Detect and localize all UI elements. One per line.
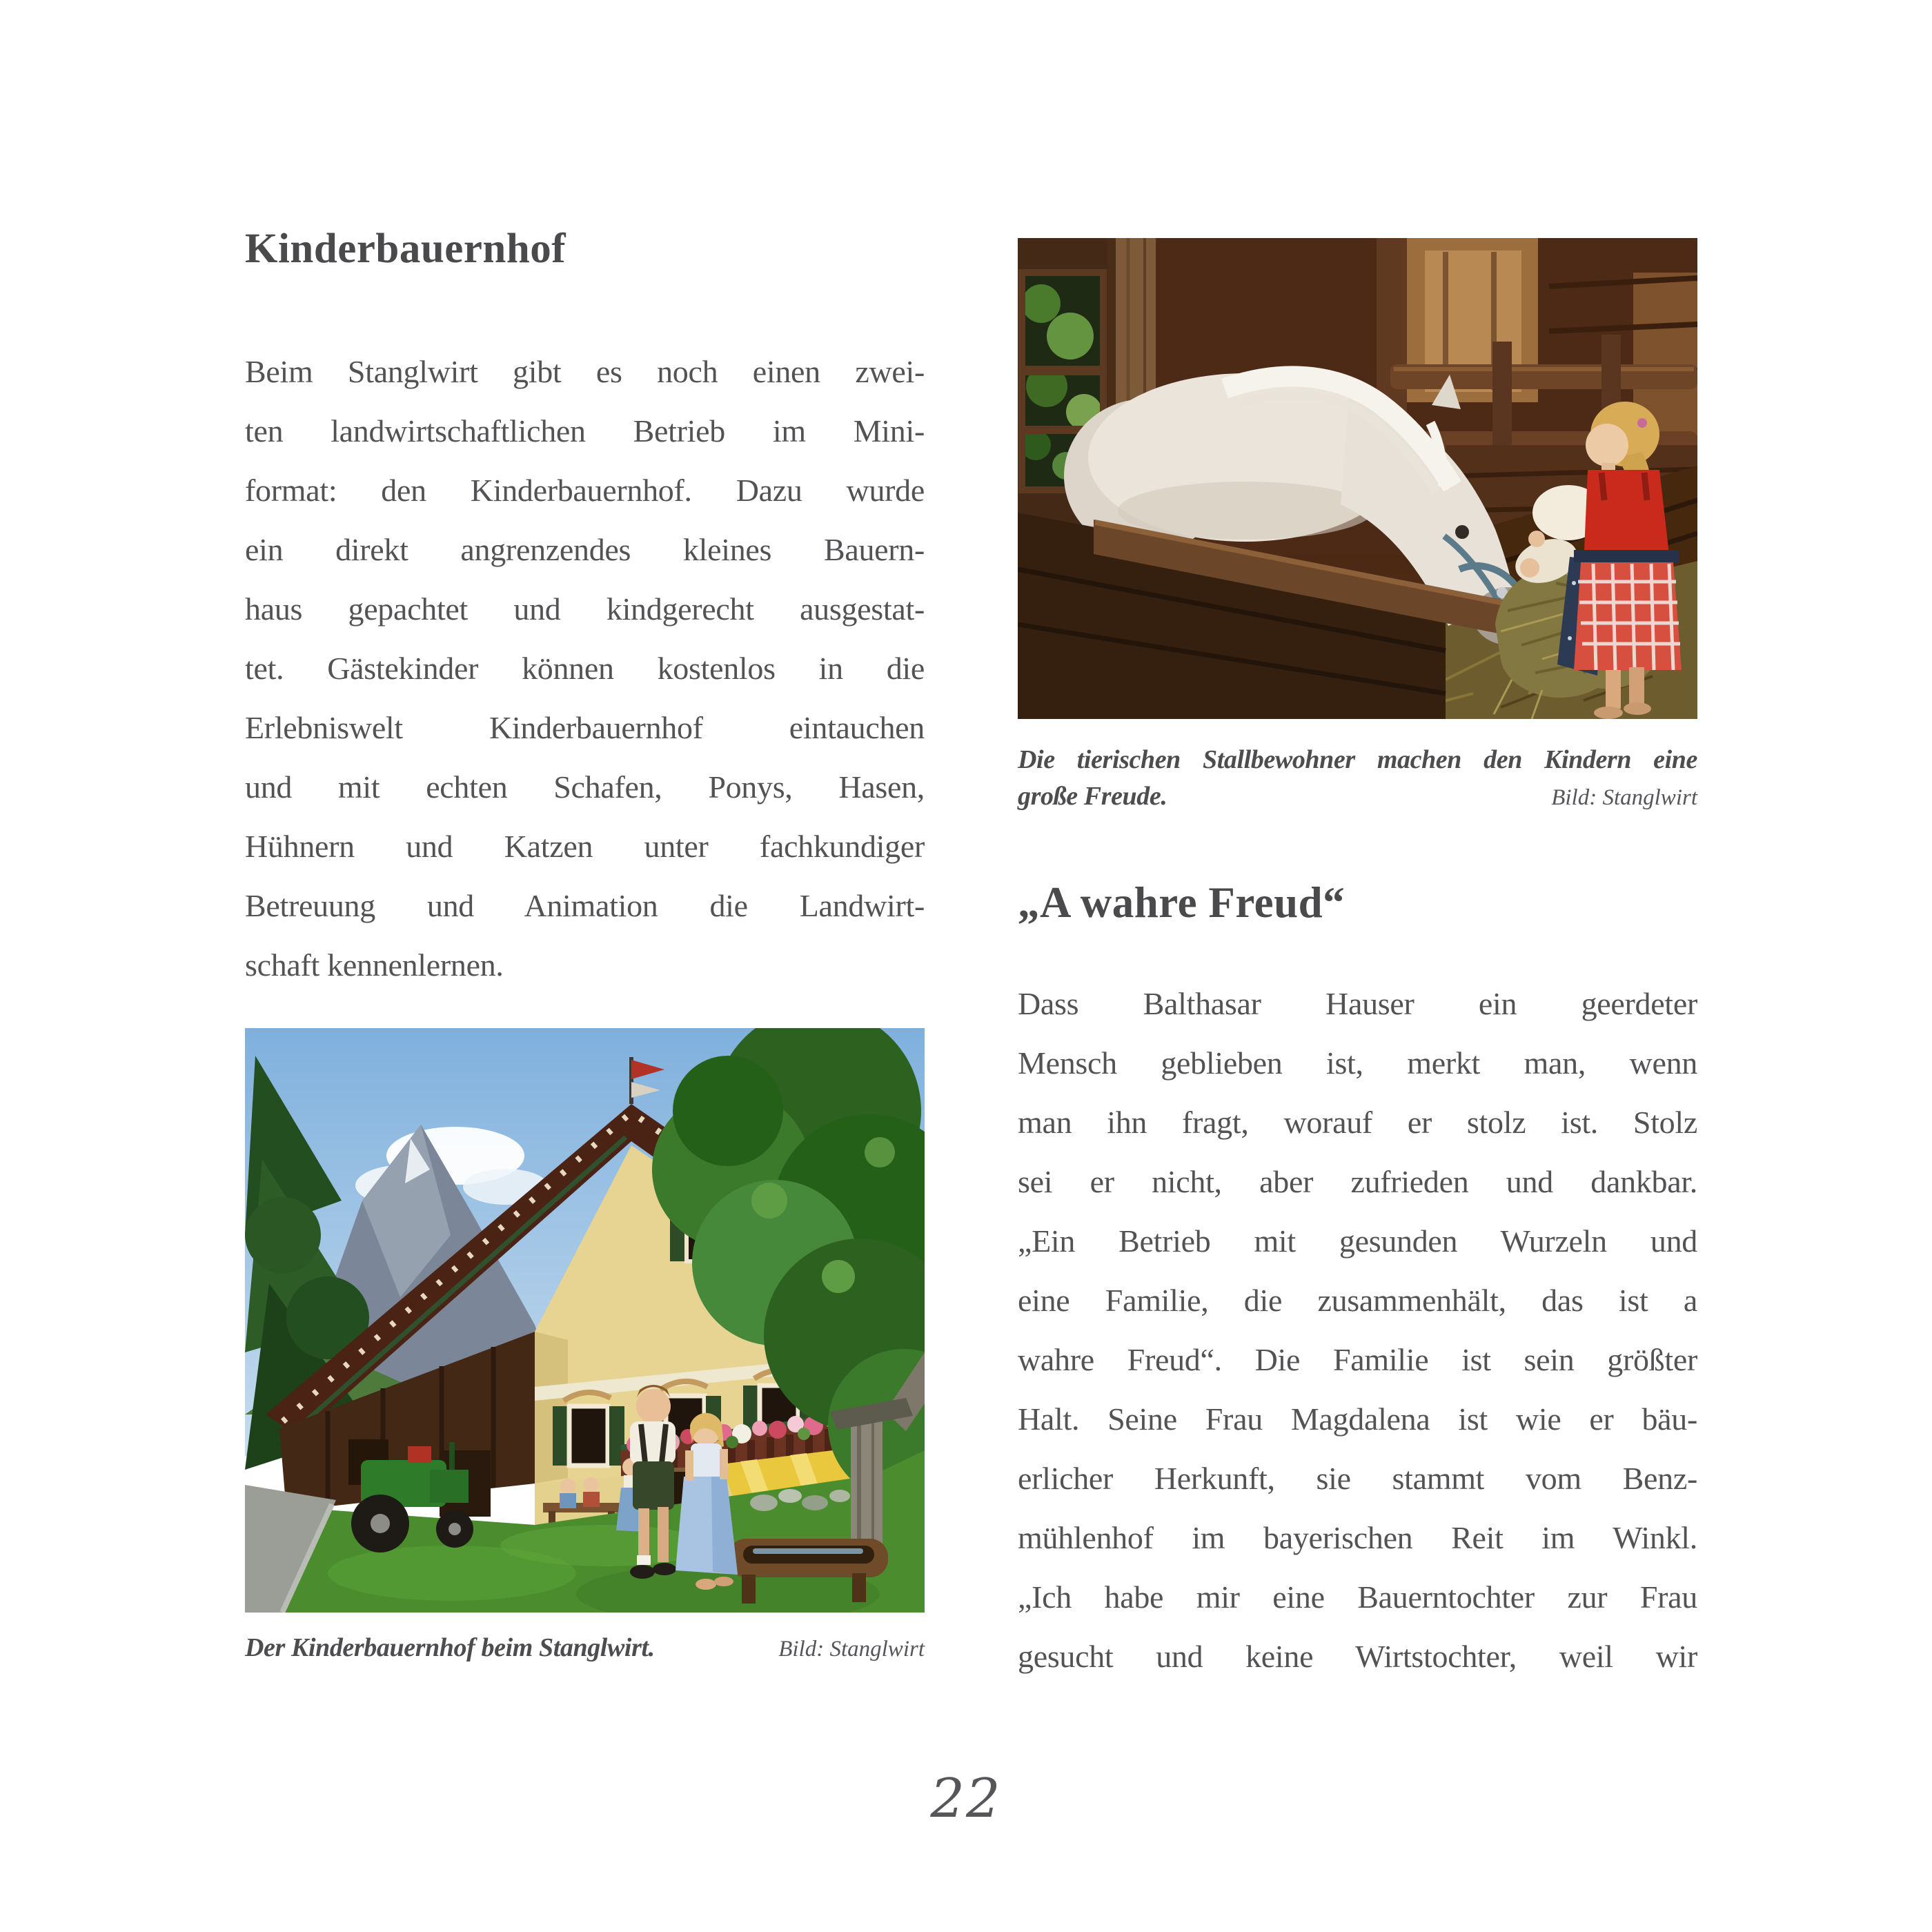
right-paragraph	[1018, 974, 1697, 1686]
body-line: und mit echten Schafen, Ponys, Hasen,	[245, 769, 925, 805]
farmhouse-photo	[245, 1028, 925, 1613]
body-line: Dass Balthasar Hauser ein geerdeter	[1018, 986, 1697, 1021]
body-line: man ihn fragt, worauf er stolz ist. Stolz	[1018, 1105, 1697, 1140]
page-number: 22	[930, 1768, 1002, 1830]
body-line: schaft kennenlernen.	[245, 947, 504, 983]
body-line: Beim Stanglwirt gibt es noch einen zwei-	[245, 354, 925, 389]
body-line: ein direkt angrenzendes kleines Bauern-	[245, 532, 925, 567]
caption-text: große Freude.	[1018, 782, 1167, 811]
body-line: haus gepachtet und kindgerecht ausgestat-	[245, 591, 925, 627]
right-column	[1018, 0, 1697, 1932]
body-line: „Ich habe mir eine Bauerntochter zur Frau	[1018, 1579, 1697, 1615]
stable-caption-line1: Die tierischen Stallbewohner machen den Kindern eine	[1018, 745, 1697, 774]
stable-photo-illustration	[1018, 238, 1697, 719]
left-column	[245, 0, 925, 1932]
body-line: gesucht und keine Wirtstochter, weil wir	[1018, 1639, 1697, 1674]
body-line: Halt. Seine Frau Magdalena ist wie er bäu-	[1018, 1401, 1697, 1437]
stable-photo	[1018, 238, 1697, 719]
photo-credit: Bild: Stanglwirt	[1551, 785, 1697, 810]
body-line: eine Familie, die zusammenhält, das ist a	[1018, 1283, 1697, 1318]
photo-credit: Bild: Stanglwirt	[778, 1637, 925, 1662]
section-heading-kinderbauernhof: Kinderbauernhof	[245, 226, 566, 272]
body-line: erlicher Herkunft, sie stammt vom Benz-	[1018, 1461, 1697, 1496]
stable-caption-line2	[1018, 781, 1697, 811]
farmhouse-caption	[245, 1633, 925, 1663]
body-line: ten landwirtschaftlichen Betrieb im Mini-	[245, 413, 925, 448]
body-line: tet. Gästekinder können kostenlos in die	[245, 651, 925, 686]
body-line: sei er nicht, aber zufrieden und dankbar.	[1018, 1164, 1697, 1199]
caption-text: Der Kinderbauernhof beim Stanglwirt.	[245, 1633, 655, 1662]
body-line: format: den Kinderbauernhof. Dazu wurde	[245, 473, 925, 508]
body-line: „Ein Betrieb mit gesunden Wurzeln und	[1018, 1223, 1697, 1259]
body-line: Mensch geblieben ist, merkt man, wenn	[1018, 1045, 1697, 1081]
body-line: Betreuung und Animation die Landwirt-	[245, 888, 925, 923]
body-line: Erlebniswelt Kinderbauernhof eintauchen	[245, 710, 925, 745]
body-line: Hühnern und Katzen unter fachkundiger	[245, 829, 925, 864]
body-line: mühlenhof im bayerischen Reit im Winkl.	[1018, 1520, 1697, 1555]
body-line: wahre Freud“. Die Familie ist sein größter	[1018, 1342, 1697, 1377]
left-paragraph	[245, 342, 925, 995]
farmhouse-photo-illustration	[245, 1028, 925, 1613]
section-heading-a-wahre-freud: „A wahre Freud“	[1018, 878, 1346, 927]
